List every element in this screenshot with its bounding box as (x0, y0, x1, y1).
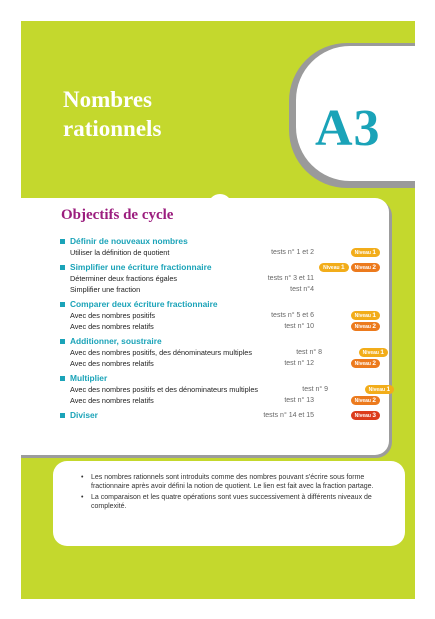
objective-row-label: Avec des nombres relatifs (70, 322, 154, 331)
level-badge: Niveau 2 (351, 263, 380, 272)
objective-row (60, 358, 380, 369)
objective-row-label: Avec des nombres relatifs (70, 396, 154, 405)
note-item: • Les nombres rationnels sont introduits comme des nombres pouvant s'écrire sous forme fractionnaire après avoir défini la notion de quotient. Le lien est fait avec la fraction partage. (81, 473, 396, 491)
level-number: 2 (372, 323, 376, 330)
level-number: 1 (340, 263, 345, 271)
level-number: 1 (380, 349, 384, 356)
square-bullet-icon (60, 413, 65, 418)
objective-heading-label: Multiplier (70, 373, 108, 383)
objective-row (60, 284, 380, 295)
level-badge: Niveau 1 (365, 385, 394, 394)
level-badge: Niveau 1 (319, 263, 348, 272)
chapter-page (21, 21, 415, 599)
test-reference: tests n° 3 et 11 (267, 275, 314, 282)
level-badges (314, 322, 380, 331)
test-reference: test n° 10 (284, 323, 314, 330)
test-reference: tests n° 5 et 6 (271, 312, 314, 319)
chapter-title-line1: Nombres (63, 87, 153, 112)
level-badges (314, 248, 380, 257)
objective-row (60, 321, 380, 332)
objective-row (60, 273, 380, 284)
level-badges (314, 411, 380, 420)
notes-panel (53, 461, 405, 546)
level-badge: Niveau 1 (351, 248, 380, 257)
notes-list (81, 473, 396, 513)
objective-heading (60, 298, 380, 310)
objectives-title: Objectifs de cycle (61, 207, 174, 223)
chapter-code: A3 (315, 100, 381, 157)
note-item: • La comparaison et les quatre opérations sont vues successivement à différents niveaux de complexité. (81, 493, 396, 511)
objective-row (60, 384, 391, 395)
objective-row (60, 247, 380, 258)
test-reference: test n° 12 (284, 360, 314, 367)
objective-heading (60, 261, 380, 273)
level-badges (314, 263, 380, 272)
level-number: 1 (372, 249, 376, 256)
level-number: 3 (372, 411, 376, 419)
level-badge: Niveau 2 (351, 359, 380, 368)
level-number: 2 (372, 360, 376, 367)
objective-item (60, 261, 380, 295)
objective-item (60, 372, 391, 406)
objectives-list (60, 235, 391, 424)
level-number: 2 (372, 263, 376, 271)
test-reference: test n° 8 (296, 349, 322, 356)
level-number: 1 (372, 312, 376, 319)
objective-row-label: Utiliser la définition de quotient (70, 248, 170, 257)
test-reference: tests n° 1 et 2 (271, 249, 314, 256)
objective-row (60, 395, 380, 406)
level-badge: Niveau 1 (351, 311, 380, 320)
objective-heading (60, 409, 380, 421)
square-bullet-icon (60, 376, 65, 381)
level-badge: Niveau 3 (351, 411, 380, 420)
square-bullet-icon (60, 265, 65, 270)
objective-heading-label: Comparer deux écriture fractionnaire (70, 299, 218, 309)
level-number: 2 (372, 397, 376, 404)
objective-heading-label: Simplifier une écriture fractionnaire (70, 262, 212, 272)
objective-item (60, 335, 384, 369)
objective-row-label: Déterminer deux fractions égales (70, 274, 178, 283)
level-badges (314, 359, 380, 368)
objective-item (60, 409, 380, 421)
level-badges (328, 385, 394, 394)
objective-row-label: Avec des nombres relatifs (70, 359, 154, 368)
objective-row-label: Avec des nombres positifs (70, 311, 156, 320)
level-number: 1 (386, 386, 391, 393)
objective-row-label: Avec des nombres positifs, des dénominateurs multiples (70, 348, 252, 357)
test-reference: test n° 9 (302, 386, 329, 393)
level-badges (314, 396, 380, 405)
level-badge: Niveau 1 (359, 348, 388, 357)
objective-heading (60, 235, 380, 247)
test-reference: test n°4 (290, 286, 314, 293)
test-reference: test n° 13 (284, 397, 314, 404)
level-badge: Niveau 2 (351, 396, 380, 405)
test-reference: tests n° 14 et 15 (263, 411, 314, 419)
objective-heading (60, 372, 380, 384)
objective-item (60, 298, 380, 332)
chapter-title-line2: rationnels (63, 116, 162, 141)
objective-heading (60, 335, 380, 347)
objective-row-label: Avec des nombres positifs et des dénominateurs multiples (70, 385, 259, 394)
square-bullet-icon (60, 339, 65, 344)
chapter-title (63, 85, 263, 143)
objective-heading-label: Définir de nouveaux nombres (70, 236, 188, 246)
objective-row (60, 347, 384, 358)
level-badge: Niveau 2 (351, 322, 380, 331)
square-bullet-icon (60, 302, 65, 307)
objective-row-label: Simplifier une fraction (70, 285, 141, 294)
level-badges (322, 348, 388, 357)
objectives-tab-notch (208, 194, 232, 218)
square-bullet-icon (60, 239, 65, 244)
level-badges (314, 311, 380, 320)
objective-heading-label: Additionner, soustraire (70, 336, 162, 346)
objective-heading-label: Diviser (70, 410, 98, 420)
objective-row (60, 310, 380, 321)
objective-item (60, 235, 380, 258)
